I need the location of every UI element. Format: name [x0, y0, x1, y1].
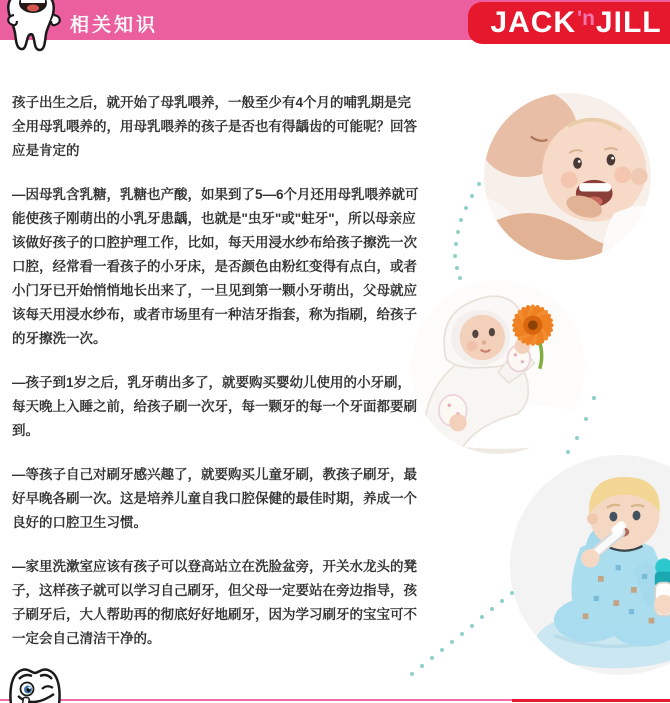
paragraph-line: 孩子出生之后，就开始了母乳喂养，一般至少有4个月的哺乳期是完	[12, 95, 412, 110]
paragraph-line: —因母乳含乳糖，乳糖也产酸，如果到了5—6个月还用母乳喂养就可	[12, 187, 419, 202]
paragraph-line: 全用母乳喂养的，用母乳喂养的孩子是否也有得龋齿的可能呢？回答	[12, 119, 417, 134]
paragraph-line: 一定会自己清洁干净的。	[12, 631, 161, 646]
paragraph	[12, 91, 472, 163]
paragraph	[12, 463, 472, 535]
article	[12, 91, 472, 671]
footer-line-left	[0, 699, 512, 701]
paragraph-line: 该每天用浸水纱布，或者市场里有一种洁牙指套，称为指刷，给孩子	[12, 307, 417, 322]
decor-dot	[458, 276, 462, 280]
decor-dot	[456, 230, 460, 234]
paragraph-line: 良好的口腔卫生习惯。	[12, 515, 147, 530]
tooth-mascot-bottom-icon	[6, 664, 64, 703]
paragraph-line: 的牙擦洗一次。	[12, 331, 107, 346]
paragraph-line: 小门牙已开始悄悄地长出来了，一旦见到第一颗小牙萌出，父母就应	[12, 283, 417, 298]
paragraph-line: 子刷牙后，大人帮助再的彻底好好地刷牙，因为学习刷牙的宝宝可不	[12, 607, 417, 622]
decor-dot	[592, 396, 595, 399]
tooth-mascot-top-icon	[4, 0, 64, 55]
paragraph-line: 应是肯定的	[12, 143, 80, 158]
page-title: 相关知识	[70, 15, 159, 36]
decor-dot	[450, 640, 454, 644]
paragraph	[12, 183, 472, 351]
paragraph-line: 每天晚上入睡之前，给孩子刷一次牙，每一颗牙的每一个牙面都要刷	[12, 399, 417, 414]
decor-dot	[470, 194, 474, 198]
paragraph-line: 到。	[12, 423, 39, 438]
decor-dot	[480, 615, 484, 619]
decor-dot	[477, 182, 481, 186]
decor-dot	[430, 656, 434, 660]
paragraph-line: 口腔，经常看一看孩子的小牙床，是否颜色由粉红变得有点白，或者	[12, 259, 417, 274]
decor-dot	[490, 607, 494, 611]
photo-toddler-brushing-teeth	[510, 455, 670, 675]
decor-dot	[584, 417, 588, 421]
paragraph-line: 好早晚各刷一次。这是培养儿童自我口腔保健的最佳时期，养成一个	[12, 491, 417, 506]
paragraph-line: —家里洗漱室应该有孩子可以登高站立在洗脸盆旁，开关水龙头的凳	[12, 559, 417, 574]
decor-dot	[420, 664, 424, 668]
brand-logo-jack: JACK	[490, 6, 577, 39]
decor-dot	[410, 672, 414, 676]
photo-baby-with-flower	[411, 280, 585, 454]
decor-dot	[566, 450, 570, 454]
paragraph-line: —孩子到1岁之后，乳牙萌出多了，就要购买婴幼儿使用的小牙刷，	[12, 375, 412, 390]
paragraph	[12, 371, 472, 443]
decor-dot	[575, 436, 580, 441]
footer-line-right	[512, 699, 670, 702]
decor-dot	[510, 591, 514, 595]
brand-logo-n: 'n	[577, 6, 595, 30]
decor-dot	[470, 624, 474, 628]
decor-dot	[464, 206, 468, 210]
paragraph-line: 该做好孩子的口腔护理工作，比如，每天用浸水纱布给孩子擦洗一次	[12, 235, 417, 250]
paragraph-line: —等孩子自己对刷牙感兴趣了，就要购买儿童牙刷，教孩子刷牙，最	[12, 467, 417, 482]
paragraph-line: 子，这样孩子就可以学习自己刷牙，但父母一定要站在旁边指导，孩	[12, 583, 417, 598]
paragraph	[12, 555, 472, 651]
brand-logo-jill: JILL	[595, 6, 662, 39]
photo-mother-kissing-baby	[484, 93, 651, 260]
brand-logo[interactable]	[468, 2, 670, 44]
paragraph-line: 能使孩子刚萌出的小乳牙患龋，也就是"虫牙"或"蛀牙"，所以母亲应	[12, 211, 416, 226]
decor-dot	[500, 599, 505, 604]
